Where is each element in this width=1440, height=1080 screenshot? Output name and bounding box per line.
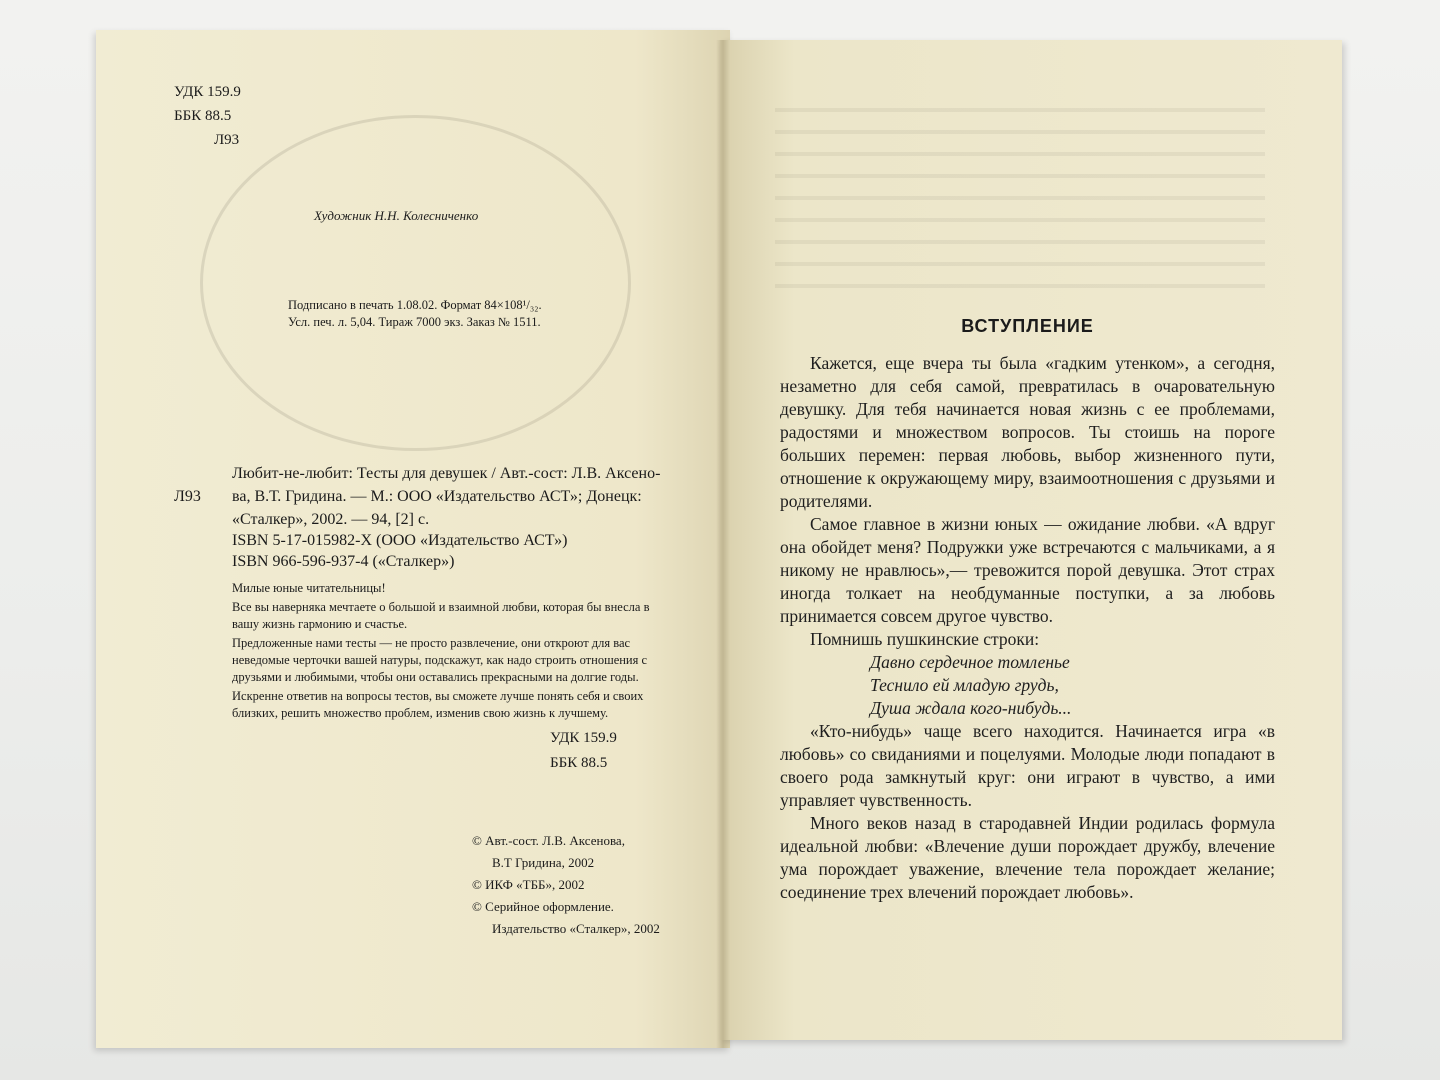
bbk-code: ББК 88.5 — [550, 755, 608, 771]
copyright-line: © ИКФ «ТББ», 2002 — [472, 877, 585, 892]
biblio-line: ва, В.Т. Гридина. — М.: ООО «Издательство АСТ»; Донецк: — [232, 488, 642, 505]
annotation-paragraph: Искренне ответив на вопросы тестов, вы сможете лучше понять себя и своих близких, решить множество проблем, изменив свою жизнь к лучшему. — [232, 689, 644, 720]
author-mark: Л93 — [214, 132, 240, 148]
imprint-info — [288, 297, 542, 331]
bibliographic-record — [174, 462, 674, 531]
annotation — [232, 580, 672, 724]
chapter-title: ВСТУПЛЕНИЕ — [961, 316, 1094, 336]
body-paragraph: Много веков назад в стародавней Индии родилась формула идеальной любви: «Влечение души порождает дружбу, влечение ума порождает уважение, влечение тела порождает желание; соединение трех влечений порождает любовь». — [780, 813, 1275, 902]
author-mark: Л93 — [174, 488, 201, 505]
copyright-block — [472, 830, 660, 940]
verse-line: Теснило ей младую грудь, — [870, 675, 1059, 695]
body-paragraph: Помнишь пушкинские строки: — [810, 629, 1040, 649]
copyright-line: Издательство «Сталкер», 2002 — [492, 921, 660, 936]
copyright-line: © Авт.-сост. Л.В. Аксенова, — [472, 833, 625, 848]
body-paragraph: Самое главное в жизни юных — ожидание любви. «А вдруг она обойдет меня? Подружки уже встречаются с мальчиками, а я никому не нравлюсь»,— тревожится порой девушка. Этот страх иногда толкает на необдуманные поступки, а за любовь принимается совсем другое чувство. — [780, 514, 1275, 626]
copyright-line: В.Т Гридина, 2002 — [492, 855, 595, 870]
chapter-body — [780, 352, 1275, 904]
imprint-line: Подписано в печать 1.08.02. Формат 84×108¹/₃₂. — [288, 298, 542, 312]
isbn-block — [232, 530, 567, 572]
udk-code: УДК 159.9 — [550, 730, 617, 746]
illustrator-credit: Художник Н.Н. Колесниченко — [314, 208, 479, 223]
biblio-line: «Сталкер», 2002. — 94, [2] с. — [232, 511, 430, 528]
imprint-line: Усл. печ. л. 5,04. Тираж 7000 экз. Заказ № 1511. — [288, 315, 541, 329]
udk-block-top — [174, 80, 241, 152]
udk-code: УДК 159.9 — [174, 84, 241, 100]
body-paragraph: «Кто-нибудь» чаще всего находится. Начинается игра «в любовь» со свиданиями и поцелуями. Молодые люди попадают в своего рода замкнутый круг: они играют в чувство, а ими управляет чувственность. — [780, 721, 1275, 810]
copyright-line: © Серийное оформление. — [472, 899, 614, 914]
body-paragraph: Кажется, еще вчера ты была «гадким утенком», а сегодня, незаметно для себя самой, превратилась в очаровательную девушку. Для тебя начинается новая жизнь с ее проблемами, радостями и множеством вопросов. Ты стоишь на пороге больших перемен: первая любовь, выбор жизненного пути, отношение к окружающему миру, взаимоотношения с друзьями и родителями. — [780, 353, 1275, 511]
annotation-paragraph: Все вы наверняка мечтаете о большой и взаимной любви, которая бы внесла в вашу жизнь гармонию и счастье. — [232, 600, 650, 631]
annotation-paragraph: Предложенные нами тесты — не просто развлечение, они откроют для вас неведомые черточки вашей натуры, подскажут, как надо строить отношения с друзьями и любимыми, чтобы они оставались прекрасными на долгие годы. — [232, 636, 648, 684]
isbn-line: ISBN 966-596-937-4 («Сталкер») — [232, 553, 455, 570]
biblio-line: Любит-не-любит: Тесты для девушек / Авт.-сост: Л.В. Аксено- — [232, 465, 661, 482]
book-spine — [716, 40, 730, 1048]
verse-line: Душа ждала кого-нибудь... — [870, 698, 1072, 718]
bbk-code: ББК 88.5 — [174, 108, 232, 124]
udk-block-bottom — [550, 726, 617, 776]
isbn-line: ISBN 5-17-015982-X (ООО «Издательство АСТ») — [232, 532, 568, 549]
verse-line: Давно сердечное томленье — [870, 652, 1070, 672]
poem-quote — [780, 651, 1275, 720]
annotation-paragraph: Милые юные читательницы! — [232, 581, 386, 595]
